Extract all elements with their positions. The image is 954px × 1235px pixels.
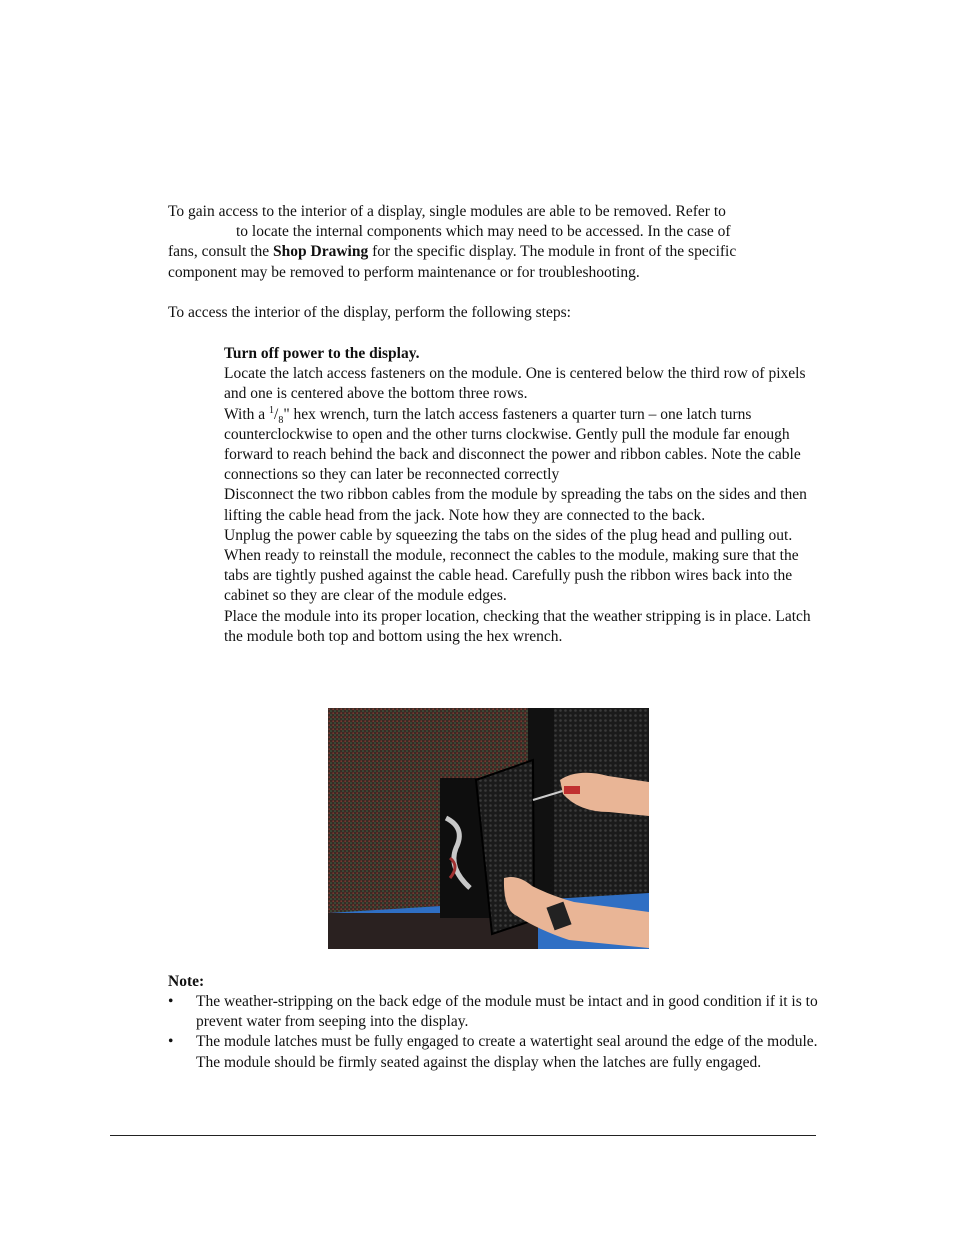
fraction-numerator: 1: [269, 404, 275, 416]
step-5: Unplug the power cable by squeezing the tabs on the sides of the plug head and pulling out.: [224, 526, 793, 544]
steps-list: [224, 344, 816, 647]
fraction-denominator: 8: [278, 414, 284, 426]
intro-line-1: To gain access to the interior of a display, single modules are able to be removed. Refer to: [168, 203, 726, 220]
step-3-post: " hex wrench, turn the latch access fasteners a quarter turn – one latch turns counterclockwise to open and the other turns clockwise. Gently pull the module far enough forward to reach behind the back and disconnect the power and ribbon cables. Note the cable connections so they can later be reconnected correctly: [224, 405, 801, 484]
note-bullet-1: [168, 992, 818, 1032]
note-bullet-2-text: The module latches must be fully engaged to create a watertight seal around the edge of the module. The module should be firmly seated against the display when the latches are fully engaged.: [196, 1033, 818, 1071]
step-4: Disconnect the two ribbon cables from the module by spreading the tabs on the sides and then lifting the cable head from the jack. Note how they are connected to the back.: [224, 486, 807, 524]
module-removal-photo: [328, 708, 649, 949]
intro-line-3-pre: fans, consult the: [168, 243, 274, 261]
bullet-marker: •: [168, 993, 174, 1010]
step-7: Place the module into its proper location, checking that the weather stripping is in place. Latch the module both top and bottom using the hex wrench.: [224, 607, 811, 645]
shop-drawing-term: Shop Drawing: [273, 243, 369, 261]
intro-line-2: to locate the internal components which may need to be accessed. In the case of: [236, 223, 731, 241]
note-bullet-2: [168, 1032, 818, 1072]
intro-paragraph: [168, 202, 818, 283]
step-2: Locate the latch access fasteners on the module. One is centered below the third row of pixels and one is centered above the bottom three rows.: [224, 365, 806, 403]
intro-line-4: component may be removed to perform maintenance or for troubleshooting.: [168, 263, 640, 281]
steps-lead: To access the interior of the display, perform the following steps:: [168, 304, 571, 321]
step-3: [224, 405, 816, 486]
note-bullets: [168, 992, 818, 1073]
note-label: Note:: [168, 973, 205, 990]
fraction-slash: /: [274, 405, 279, 423]
step-3-pre: With a: [224, 405, 270, 423]
step-6: When ready to reinstall the module, reconnect the cables to the module, making sure that the tabs are tightly pushed against the cable head. Carefully push the ribbon wires back into the cabinet so they are clear of the module edges.: [224, 547, 799, 605]
intro-line-3-post: for the specific display. The module in front of the specific: [368, 243, 737, 261]
note-bullet-1-text: The weather-stripping on the back edge of the module must be intact and in good condition if it is to prevent water from seeping into the display.: [196, 993, 818, 1031]
step-1: Turn off power to the display.: [224, 345, 420, 362]
footer-rule: [110, 1135, 816, 1136]
bullet-marker: •: [168, 1033, 174, 1051]
